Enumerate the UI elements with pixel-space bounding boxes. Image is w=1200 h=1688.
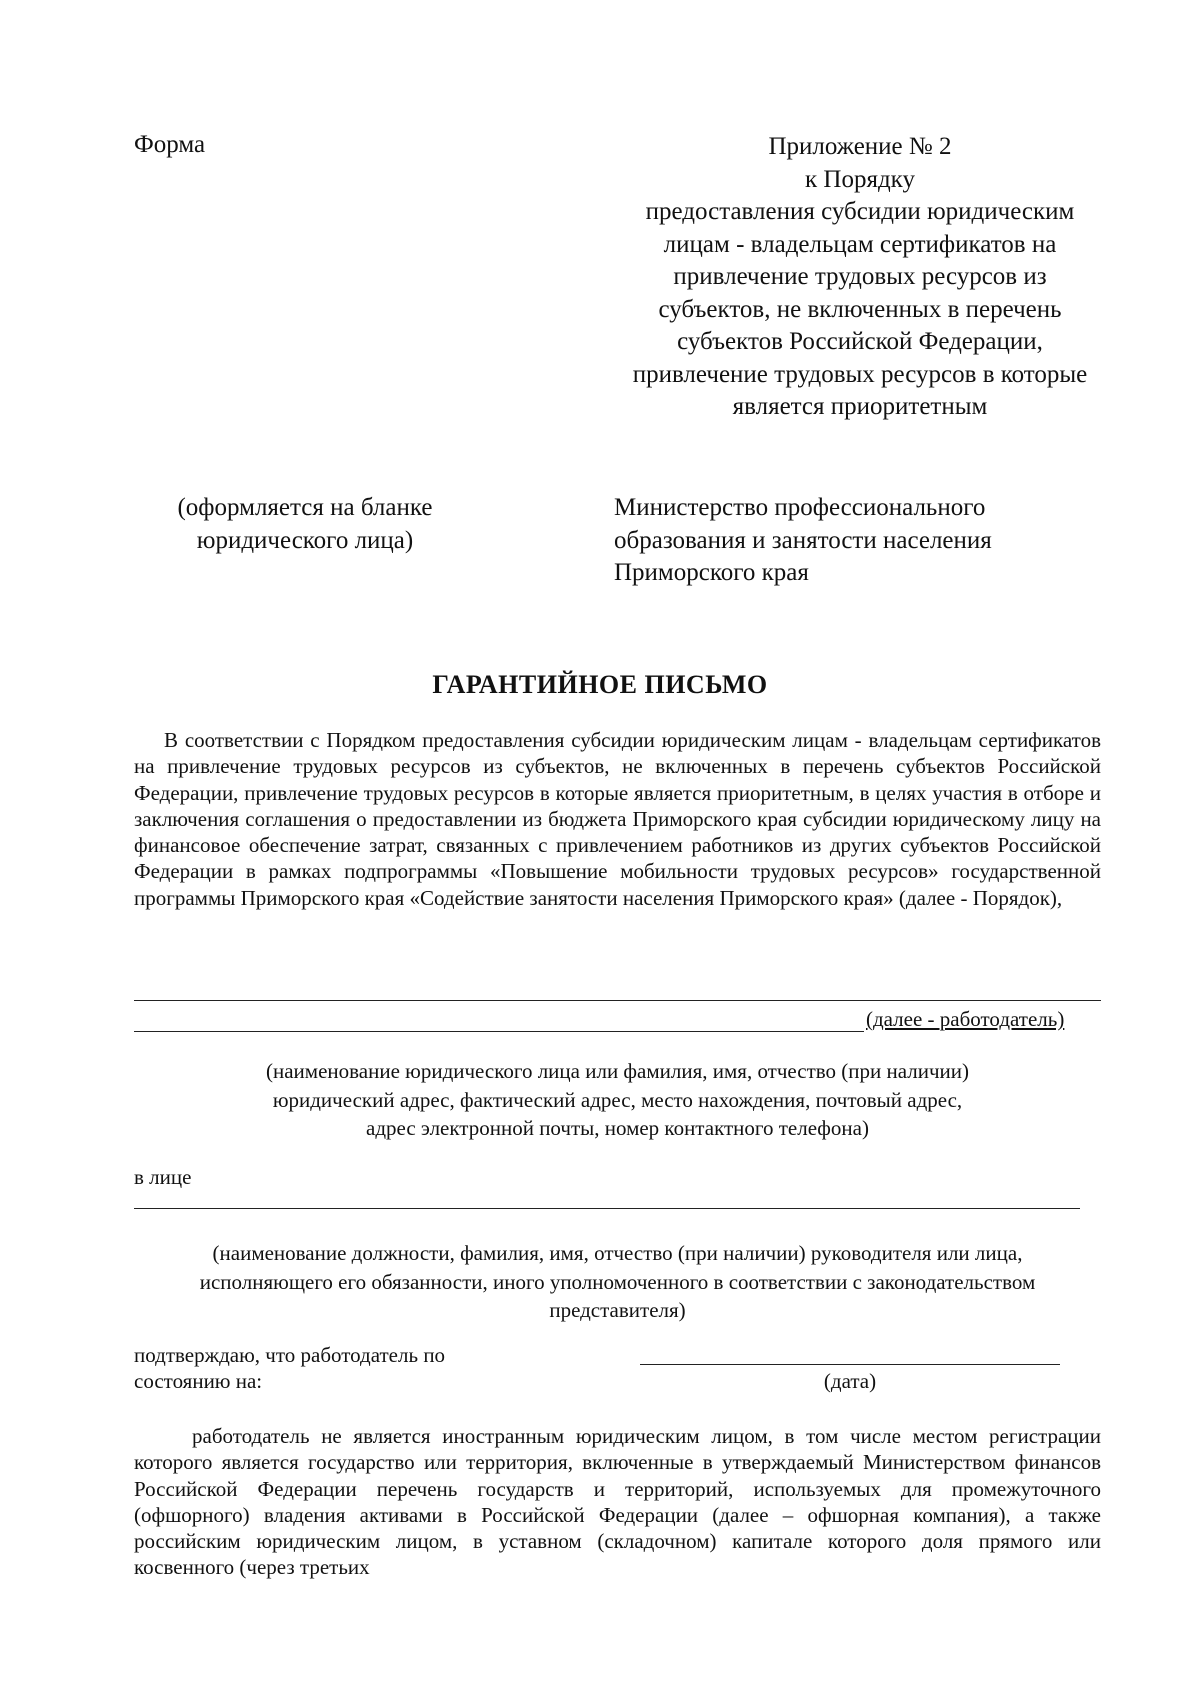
- caption-line: (наименование должности, фамилия, имя, отчество (при наличии) руководителя или лица,: [212, 1241, 1023, 1265]
- in-person-label: в лице: [134, 1165, 192, 1189]
- addressee-line: Приморского края: [614, 559, 809, 586]
- employer-status-paragraph: работодатель не является иностранным юридическим лицом, в том числе местом регистрации которого является государство или территория, включенные в утверждаемый Министерством финансов Российской Федерации перечень государств и территорий, используемых для промежуточного (офшорного) владения активами в Российской Федерации (далее – офшорная компания), а также российским юридическим лицом, в уставном (складочном) капитале которого доля прямого или косвенного (через третьих: [134, 1424, 1101, 1580]
- intro-paragraph: В соответствии с Порядком предоставления субсидии юридическим лицам - владельцам сертификатов на привлечение трудовых ресурсов из субъектов, не включенных в перечень субъектов Российской Федерации, привлечение трудовых ресурсов в которые является приоритетным, в целях участия в отборе и заключения соглашения о предоставлении из бюджета Приморского края субсидии юридическому лицу на финансовое обеспечение затрат, связанных с привлечением работников из других субъектов Российской Федерации в рамках подпрограммы «Повышение мобильности трудовых ресурсов» государственной программы Приморского края «Содействие занятости населения Приморского края» (далее - Порядок),: [134, 728, 1101, 910]
- document-title: ГАРАНТИЙНОЕ ПИСЬМО: [432, 670, 768, 699]
- caption-line: адрес электронной почты, номер контактного телефона): [366, 1116, 869, 1140]
- addressee-line: Министерство профессионального: [614, 494, 986, 521]
- addressee-block: [614, 492, 1134, 590]
- appendix-line: привлечение трудовых ресурсов из: [673, 263, 1047, 290]
- caption-line: исполняющего его обязанности, иного уполномоченного в соответствии с законодательством: [199, 1269, 1036, 1294]
- appendix-line: субъектов, не включенных в перечень: [658, 295, 1062, 323]
- employer-caption: [134, 1057, 1101, 1143]
- appendix-line: Приложение № 2: [768, 133, 952, 160]
- addressee-line: образования и занятости населения: [614, 526, 992, 554]
- confirm-line: состоянию на:: [134, 1369, 263, 1393]
- letterhead-note: [140, 492, 470, 557]
- appendix-line: является приоритетным: [732, 393, 988, 420]
- appendix-line: к Порядку: [805, 165, 915, 193]
- representative-line: [134, 1208, 1080, 1209]
- employer-tag: (далее - работодатель): [866, 1007, 1065, 1031]
- employer-name-line-2: [134, 1031, 864, 1032]
- appendix-line: лицам - владельцам сертификатов на: [663, 230, 1057, 258]
- employer-name-line-1: [134, 1000, 1101, 1001]
- appendix-line: предоставления субсидии юридическим: [645, 198, 1075, 225]
- appendix-block: [590, 131, 1130, 424]
- date-label: (дата): [823, 1369, 877, 1393]
- caption-line: (наименование юридического лица или фамилия, имя, отчество (при наличии): [266, 1059, 969, 1083]
- confirm-statement: [134, 1342, 554, 1394]
- representative-caption: [134, 1239, 1101, 1325]
- confirm-line: подтверждаю, что работодатель по: [134, 1343, 446, 1367]
- form-label: Форма: [134, 131, 206, 158]
- appendix-line: субъектов Российской Федерации,: [677, 328, 1043, 355]
- caption-line: юридический адрес, фактический адрес, место нахождения, почтовый адрес,: [272, 1087, 963, 1112]
- appendix-line: привлечение трудовых ресурсов в которые: [632, 360, 1088, 388]
- letterhead-note-line: юридического лица): [196, 526, 414, 554]
- date-line: [640, 1364, 1060, 1365]
- letterhead-note-line: (оформляется на бланке: [177, 494, 433, 521]
- caption-line: представителя): [549, 1298, 686, 1322]
